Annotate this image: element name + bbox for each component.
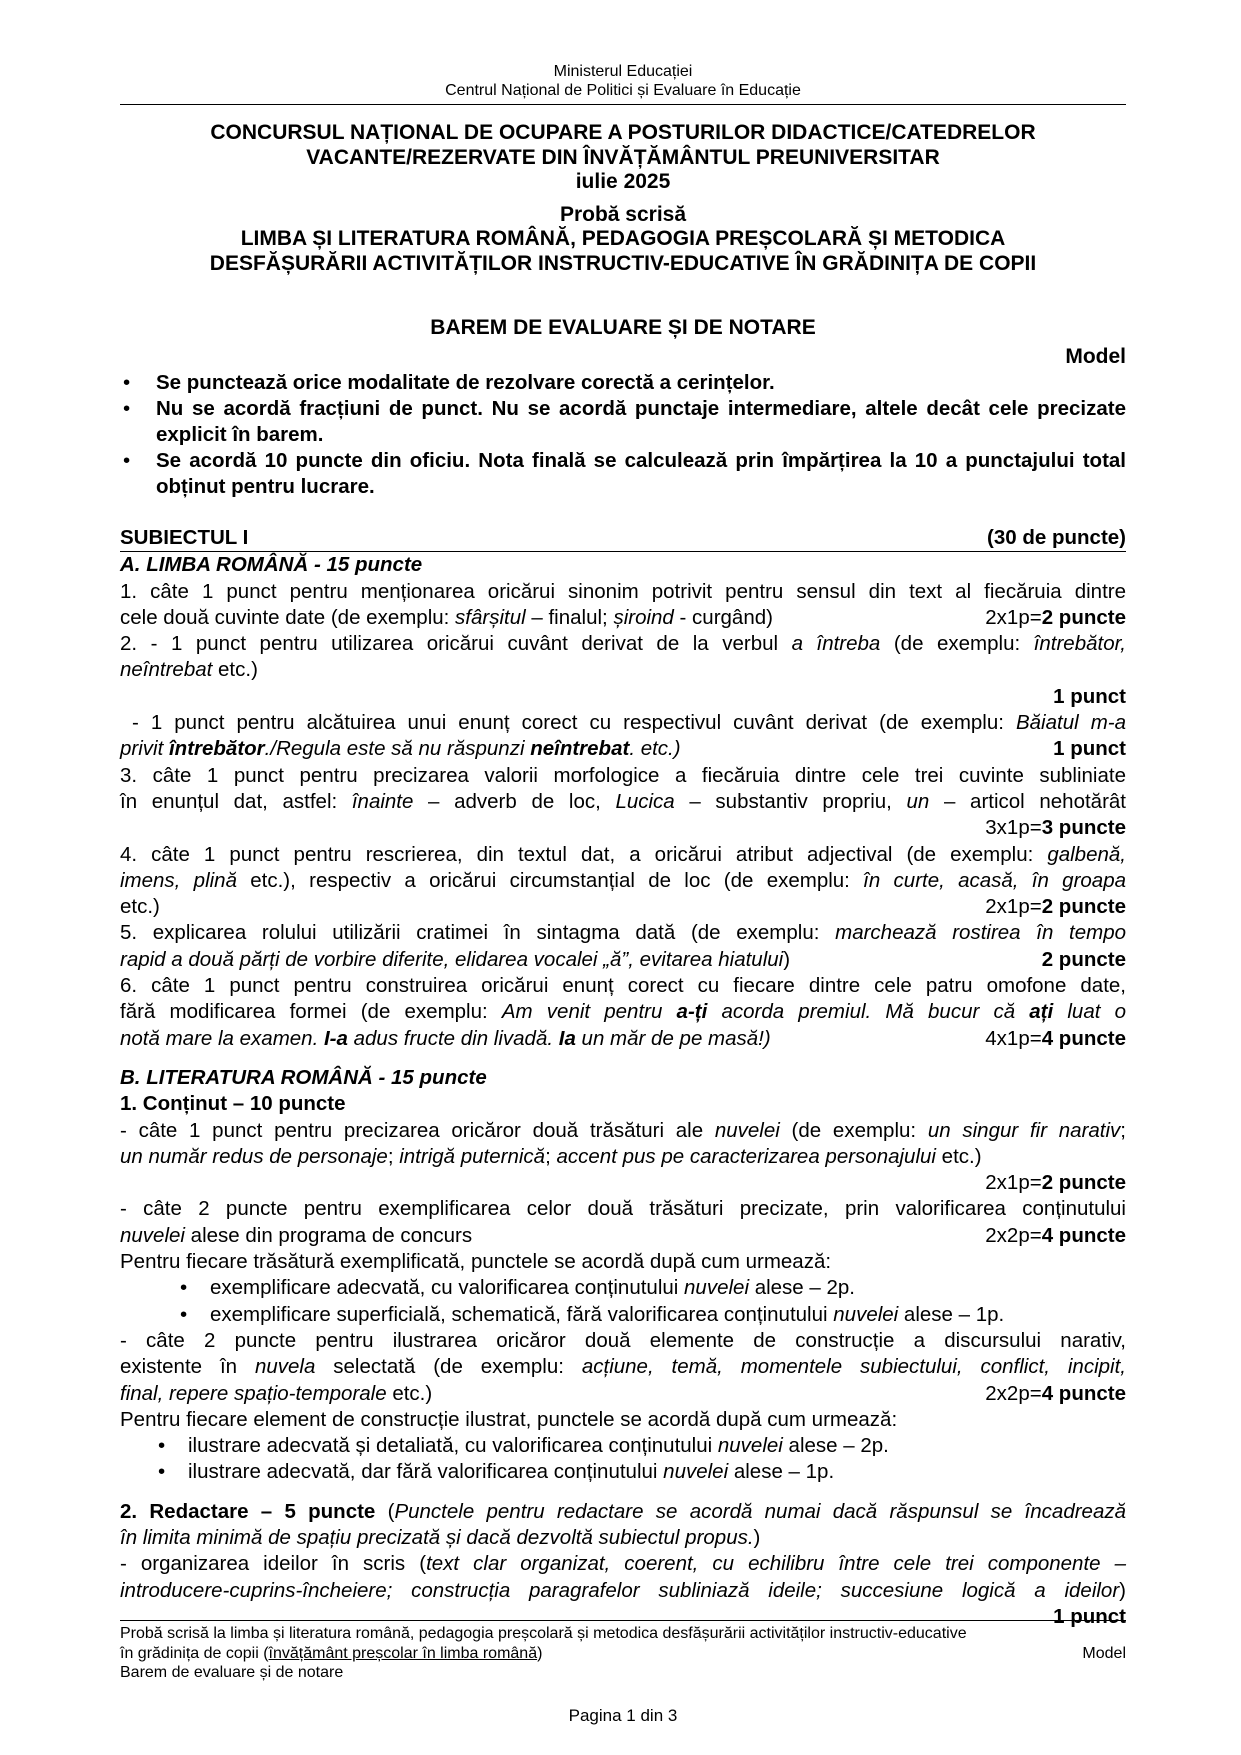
a-q2-line: 2. - 1 punct pentru utilizarea oricărui cuvânt derivat de la verbul a întreba (de exemplu: întrebător,	[120, 632, 1126, 656]
general-rules	[120, 370, 1126, 500]
list-item: • ilustrare adecvată, dar fără valorificarea conținutului nuvelei alese – 1p.	[120, 1459, 1126, 1485]
title-subject: DESFĂȘURĂRII ACTIVITĂȚILOR INSTRUCTIV-EDUCATIVE ÎN GRĂDINIȚA DE COPII	[209, 251, 1037, 275]
redactare-line: în limita minimă de spațiu precizată și dacă dezvoltă subiectul propus.)	[120, 1525, 761, 1549]
footer-model: Model	[1082, 1644, 1126, 1662]
section-a-heading: A. LIMBA ROMÂNĂ - 15 puncte	[120, 553, 423, 577]
document-title	[120, 121, 1126, 276]
bullet-icon: •	[123, 449, 131, 472]
redactare-line: introducere-cuprins-încheiere; construcția paragrafelor subliniază ideile; succesiune logică a ideilor)	[120, 1578, 1126, 1602]
b-c1-line: un număr redus de personaje; intrigă puternică; accent pus pe caracterizarea personajului etc.)	[120, 1144, 982, 1168]
list-item: • exemplificare superficială, schematică, fără valorificarea conținutului nuvelei alese – 1p.	[120, 1302, 1126, 1328]
a-q2-line: - 1 punct pentru alcătuirea unui enunț corect cu respectivul cuvânt derivat (de exemplu: Băiatul m-a	[132, 711, 1126, 735]
points-label: 2x1p=2 puncte	[985, 895, 1126, 919]
list-item: • ilustrare adecvată și detaliată, cu valorificarea conținutului nuvelei alese – 2p.	[120, 1433, 1126, 1459]
header-divider	[120, 104, 1126, 105]
points-label: 4x1p=4 puncte	[985, 1026, 1126, 1050]
rule-item: • Nu se acordă fracțiuni de punct. Nu se acordă punctaje intermediare, altele decât cele precizate explicit în barem.	[123, 397, 1126, 446]
a-q6-line: fără modificarea formei (de exemplu: Am venit pentru a-ți acorda premiul. Mă bucur că ați luat o	[120, 1000, 1126, 1024]
points-label: 2x1p=2 puncte	[985, 605, 1126, 629]
a-q4-line: imens, plină etc.), respectiv a oricărui circumstanțial de loc (de exemplu: în curte, acasă, în groapa	[120, 868, 1127, 892]
points-label: 2 puncte	[1041, 947, 1126, 971]
b-c5-line: Pentru fiecare element de construcție ilustrat, punctele se acordă după cum urmează:	[120, 1407, 898, 1431]
rule-item: • Se acordă 10 puncte din oficiu. Nota finală se calculează prin împărțirea la 10 a punctajului total obținut pentru lucrare.	[123, 449, 1126, 498]
bullet-icon: •	[180, 1302, 188, 1326]
b-c4-line: final, repere spațio-temporale etc.) 2x2p=4 puncte	[120, 1381, 1126, 1407]
redactare-line: 2. Redactare – 5 puncte (Punctele pentru redactare se acordă numai dacă răspunsul se încadrează	[120, 1499, 1126, 1523]
a-q5-line: rapid a două părți de vorbire diferite, elidarea vocalei „ă”, evitarea hiatului) 2 puncte	[120, 947, 1126, 973]
points-label: 1 punct	[1053, 1604, 1126, 1628]
title-exam-type: Probă scrisă	[559, 202, 687, 226]
footer-line: Barem de evaluare și de notare	[120, 1664, 344, 1681]
page-footer	[120, 1624, 1126, 1683]
b-c1-line: - câte 1 punct pentru precizarea oricăror două trăsături ale nuvelei (de exemplu: un singur fir narativ;	[120, 1118, 1126, 1142]
subject-heading: SUBIECTUL I (30 de puncte)	[120, 525, 1126, 552]
list-item: • exemplificare adecvată, cu valorificarea conținutului nuvelei alese – 2p.	[120, 1275, 1126, 1301]
model-label: Model	[1065, 345, 1126, 368]
title-subject: LIMBA ȘI LITERATURA ROMÂNĂ, PEDAGOGIA PREȘCOLARĂ ȘI METODICA	[240, 227, 1006, 250]
title-line: CONCURSUL NAȚIONAL DE OCUPARE A POSTURILOR DIDACTICE/CATEDRELOR	[210, 121, 1036, 144]
a-q1-line: 1. câte 1 punct pentru menționarea oricărui sinonim potrivit pentru sensul din text al fiecăruia dintre	[120, 579, 1126, 603]
title-date: iulie 2025	[575, 170, 671, 193]
points-label: 1 punct	[1053, 684, 1126, 708]
bullet-icon: •	[123, 371, 131, 394]
a-q4-line: 4. câte 1 punct pentru rescrierea, din textul dat, a oricărui atribut adjectival (de exemplu: galbenă,	[120, 842, 1126, 866]
header-ministry: Ministerul Educației	[553, 63, 693, 80]
title-line: VACANTE/REZERVATE DIN ÎNVĂȚĂMÂNTUL PREUNIVERSITAR	[306, 145, 940, 169]
content-heading: 1. Conținut – 10 puncte	[120, 1092, 346, 1116]
page-number: Pagina 1 din 3	[568, 1706, 678, 1725]
b-c4-line: - câte 2 puncte pentru ilustrarea oricăror două elemente de construcție a discursului narativ,	[120, 1328, 1126, 1352]
bullet-icon: •	[158, 1460, 166, 1484]
barem-heading: BAREM DE EVALUARE ȘI DE NOTARE	[430, 316, 816, 339]
points-label: 2x2p=4 puncte	[985, 1223, 1126, 1247]
header-center: Centrul Național de Politici și Evaluare în Educație	[445, 82, 801, 99]
a-q5-line: 5. explicarea rolului utilizării cratimei în sintagma dată (de exemplu: marchează rostirea în tempo	[120, 921, 1126, 945]
a-q3-line: 3. câte 1 punct pentru precizarea valorii morfologice a fiecăruia dintre cele trei cuvinte subliniate	[120, 763, 1126, 787]
a-q4-line: etc.) 2x1p=2 puncte	[120, 894, 1126, 920]
section-b-heading: B. LITERATURA ROMÂNĂ - 15 puncte	[120, 1065, 487, 1089]
b-c3-line: Pentru fiecare trăsătură exemplificată, punctele se acordă după cum urmează:	[120, 1250, 832, 1274]
points-label: 2x1p=2 puncte	[985, 1171, 1126, 1195]
a-q3-line: în enunțul dat, astfel: înainte – adverb de loc, Lucica – substantiv propriu, un – articol nehotărât	[120, 789, 1127, 813]
a-q2-line: privit întrebător./Regula este să nu răspunzi neîntrebat. etc.) 1 punct	[120, 736, 1126, 762]
a-q1-line: cele două cuvinte date (de exemplu: sfârșitul – finalul; șiroind - curgând) 2x1p=2 puncte	[120, 605, 1126, 631]
a-q6-line: 6. câte 1 punct pentru construirea oricărui enunț corect cu fiecare dintre cele patru omofone date,	[120, 974, 1126, 998]
rule-item: • Se punctează orice modalitate de rezolvare corectă a cerințelor.	[123, 371, 775, 394]
footer-line: Probă scrisă la limba și literatura română, pedagogia preșcolară și metodica desfășurării activităților instructiv-educative	[120, 1625, 967, 1642]
b-c4-line: existente în nuvela selectată (de exemplu: acțiune, temă, momentele subiectului, conflict, incipit,	[120, 1355, 1126, 1379]
document-body	[120, 525, 1126, 1630]
footer-line: în grădinița de copii (învățământ preșcolar în limba română) Model	[120, 1644, 1126, 1662]
a-q2-line: neîntrebat etc.)	[120, 658, 258, 682]
a-q6-line: notă mare la examen. I-a adus fructe din livadă. Ia un măr de pe masă!) 4x1p=4 puncte	[120, 1026, 1126, 1052]
bullet-icon: •	[123, 397, 131, 420]
points-label: 3x1p=3 puncte	[985, 816, 1126, 840]
b-c2-line: nuvelei alese din programa de concurs 2x2p=4 puncte	[120, 1223, 1126, 1249]
b-c2-line: - câte 2 puncte pentru exemplificarea celor două trăsături precizate, prin valorificarea conținutului	[120, 1197, 1126, 1221]
redactare-line: - organizarea ideilor în scris (text clar organizat, coerent, cu echilibru între cele trei componente –	[120, 1552, 1126, 1576]
page-header	[120, 62, 1126, 100]
points-label: 2x2p=4 puncte	[985, 1381, 1126, 1405]
footer-divider	[120, 1620, 1126, 1621]
bullet-icon: •	[158, 1434, 166, 1458]
points-label: 1 punct	[1053, 737, 1126, 761]
bullet-icon: •	[180, 1276, 188, 1300]
